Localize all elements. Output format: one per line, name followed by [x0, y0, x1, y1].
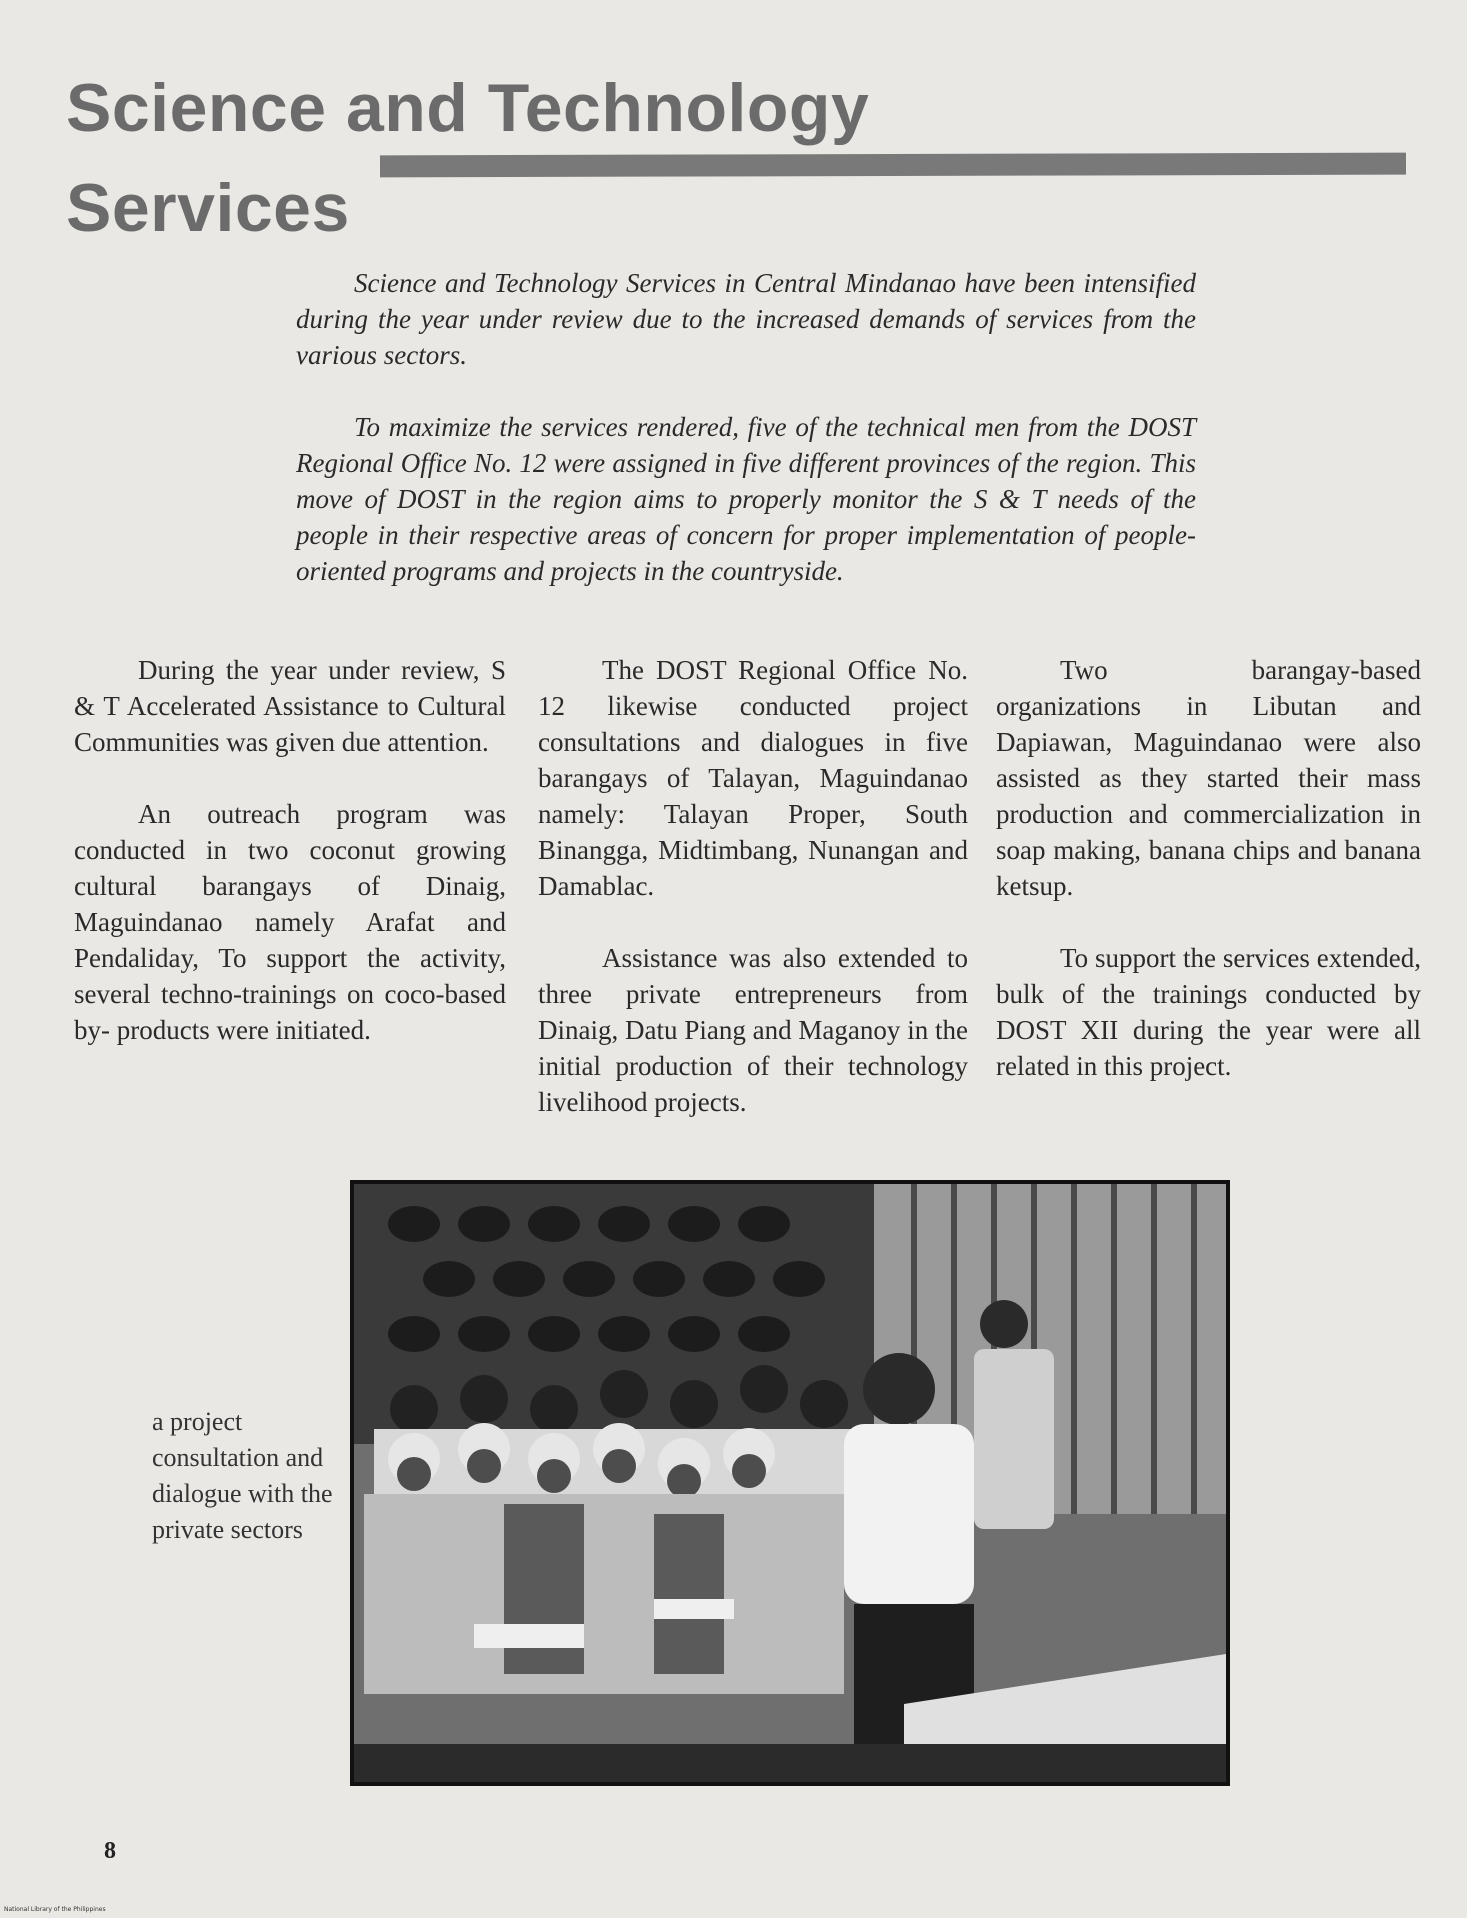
body-column-3 [996, 652, 1421, 1120]
title-line-1: Science and Technology [66, 70, 870, 146]
body-paragraph: To support the services extended, bulk of the trainings conducted by DOST XII during the year were all related in this project. [996, 943, 1421, 1081]
page-number: 8 [104, 1838, 116, 1864]
photo-illustration [354, 1184, 1226, 1782]
body-paragraph: During the year under review, S & T Accelerated Assistance to Cultural Communities was given due attention. [74, 655, 506, 757]
intro-text [296, 265, 1196, 625]
intro-paragraph-1: Science and Technology Services in Central Mindanao have been intensified during the year under review due to the increased demands of services from the various sectors. [296, 268, 1196, 370]
intro-paragraph-2: To maximize the services rendered, five of the technical men from the DOST Regional Office No. 12 were assigned in five different provinces of the region. This move of DOST in the region aims to properly monitor the S & T needs of the people in their respective areas of concern for proper implementation of people- oriented programs and projects in the countryside. [296, 412, 1196, 586]
body-paragraph: The DOST Regional Office No. 12 likewise conducted project consultations and dialogues in five barangays of Talayan, Maguindanao namely: Talayan Proper, South Binangga, Midtimbang, Nunangan and Damablac. [538, 655, 968, 901]
title-rule [380, 153, 1406, 178]
consultation-photo [350, 1180, 1230, 1786]
body-column-2 [538, 652, 968, 1156]
photo-caption: a project consultation and dialogue with the private sectors [152, 1407, 333, 1544]
body-column-1 [74, 652, 506, 1084]
body-paragraph: Assistance was also extended to three private entrepreneurs from Dinaig, Datu Piang and Maganoy in the initial production of their technology livelihood projects. [538, 943, 968, 1117]
body-paragraph: Two barangay-based organizations in Libutan and Dapiawan, Maguindanao were also assisted as they started their mass production and commercialization in soap making, banana chips and banana ketsup. [996, 655, 1421, 901]
footer-note: National Library of the Philippines [4, 1906, 106, 1913]
body-paragraph: An outreach program was conducted in two coconut growing cultural barangays of Dinaig, Maguindanao namely Arafat and Pendaliday, To support the activity, several techno-trainings on coco-based by- products were initiated. [74, 799, 506, 1045]
title-line-2: Services [66, 170, 350, 246]
